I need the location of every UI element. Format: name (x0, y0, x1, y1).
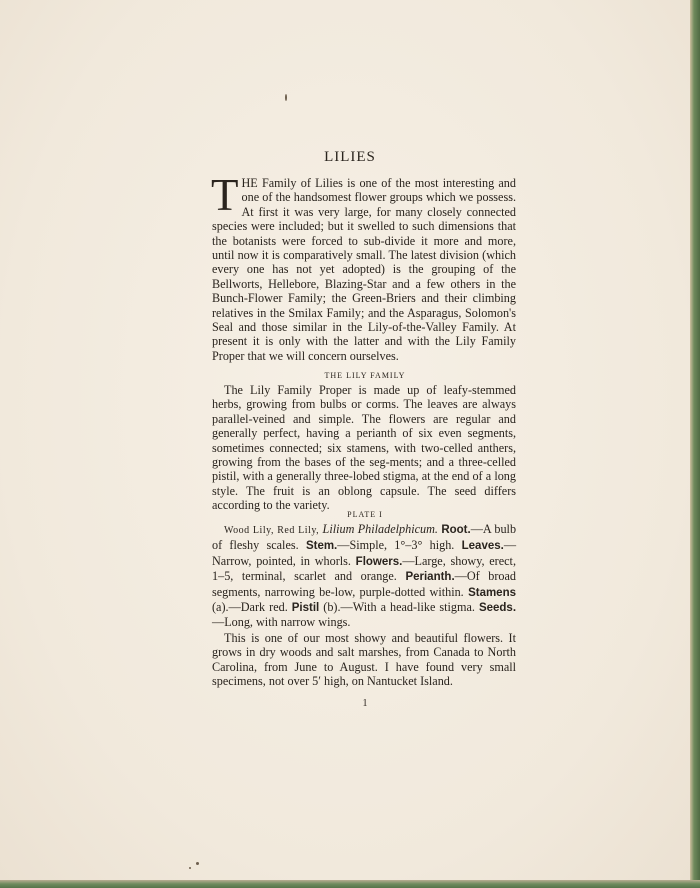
common-names: Wood Lily, Red Lily, (224, 525, 320, 536)
stem-label: Stem. (305, 540, 338, 553)
plate-heading: PLATE I (347, 510, 383, 519)
closing-paragraph (212, 631, 516, 689)
intro-text: HE Family of Lilies is one of the most interesting and one of the handsomest flower groups which we possess. At first it was very large, for many closely connected species were included; but it swelled to such dimensions that the botanists were forced to sub-divide it more and more, until now it is comparatively small. The latest division (which every one has not yet adopted) is the grouping of the Bellworts, Hellebore, Blazing-Star and a few others in the Bunch-Flower Family; the Green-Briers and their climbing relatives in the Smilax Family; and the Asparagus, Solomon's Seal and those similar in the Lily-of-the-Valley Family. At present it is only with the latter and with the Lily Family Proper that we will concern ourselves. (212, 176, 516, 363)
ink-speck-top (285, 94, 287, 101)
plate-description (212, 522, 516, 630)
stamens-label: Stamens (468, 586, 516, 599)
leaves-label: Leaves. (461, 540, 504, 553)
family-text: The Lily Family Proper is made up of leafy-stemmed herbs, growing from bulbs or corms. The leaves are always parallel-veined and simple. The flowers are regular and generally perfect, having a perianth of six even segments, sometimes connected; six stamens, with two-celled anthers, growing from the bases of the seg-ments; and a three-celled pistil, with a generally three-lobed stigma, at the end of a long style. The fruit is an oblong capsule. The seed differs according to the variety. (212, 383, 516, 513)
pistil-text: (b).—With a head-like stigma. (319, 600, 475, 615)
intro-paragraph (211, 170, 516, 363)
perianth-text: —Of broad segments, narrowing be-low, purple-dotted within. (212, 569, 517, 599)
leaves-text: —Narrow, pointed, in whorls. (212, 538, 517, 568)
root-text: —A bulb of fleshy scales. (212, 522, 517, 553)
stamens-text: (a).—Dark red. (212, 600, 288, 615)
page-number: 1 (362, 698, 368, 709)
latin-name: Lilium Philadelphicum. (322, 522, 438, 536)
closing-text: This is one of our most showy and beautiful flowers. It grows in dry woods and salt marshes, from Canada to North Carolina, from June to August. I have found very small specimens, not over 5′ high, on Nantucket Island. (212, 631, 516, 689)
book-cover-edge-right (690, 0, 700, 888)
book-cover-edge-bottom (0, 880, 700, 888)
root-label: Root. (441, 524, 471, 536)
stem-text: —Simple, 1°–3° high. (337, 538, 455, 553)
seeds-label: Seeds. (478, 602, 517, 615)
section-heading: THE LILY FAMILY (324, 371, 406, 380)
pistil-label: Pistil (291, 602, 320, 615)
drop-cap: T (211, 170, 239, 220)
seeds-text: —Long, with narrow wings. (212, 615, 351, 630)
ink-speck-bottom (196, 862, 199, 865)
page-title: LILIES (324, 149, 376, 165)
ink-speck-bottom-2 (189, 867, 191, 869)
perianth-label: Perianth. (405, 571, 455, 584)
family-paragraph (212, 383, 516, 513)
flowers-text: —Large, showy, erect, 1–5, terminal, scarlet and orange. (212, 553, 516, 584)
flowers-label: Flowers. (355, 555, 403, 568)
